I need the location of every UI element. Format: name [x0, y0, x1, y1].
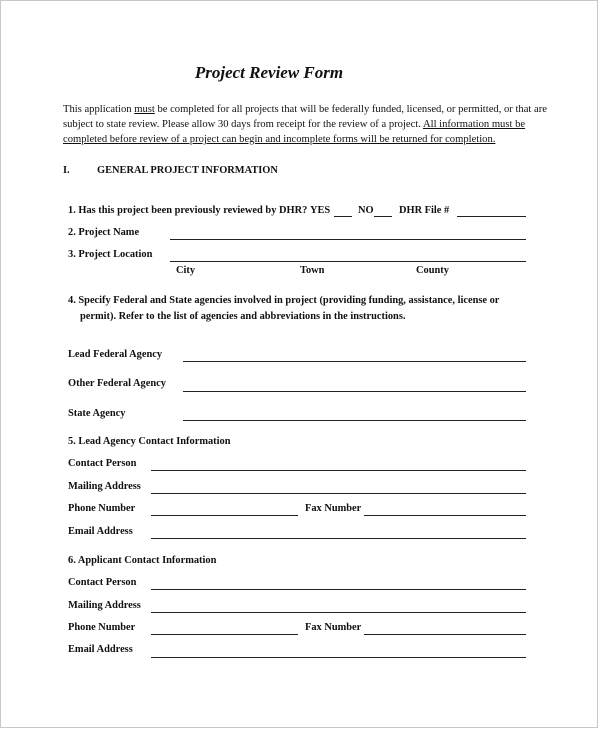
q1-yes-field[interactable] — [334, 216, 352, 217]
intro-line-3: completed before review of a project can begin and incomplete forms will be returned for completion. — [63, 134, 496, 145]
q1-no-label: NO — [358, 205, 374, 216]
q1-yes-label: YES — [310, 205, 331, 216]
lead-email-label: Email Address — [68, 526, 133, 537]
applicant-mailing-address-field[interactable] — [151, 612, 526, 613]
q2-label: 2. Project Name — [68, 227, 140, 238]
applicant-phone-field[interactable] — [151, 634, 298, 635]
project-location-field[interactable] — [170, 261, 526, 262]
q3-label: 3. Project Location — [68, 249, 153, 260]
applicant-email-field[interactable] — [151, 657, 526, 658]
lead-federal-agency-label: Lead Federal Agency — [68, 349, 163, 360]
location-county-label: County — [416, 265, 449, 276]
state-agency-field[interactable] — [183, 420, 526, 421]
lead-federal-agency-field[interactable] — [183, 361, 526, 362]
section-number: I. — [63, 165, 70, 176]
applicant-mailing-address-label: Mailing Address — [68, 600, 141, 611]
lead-mailing-address-field[interactable] — [151, 493, 526, 494]
lead-mailing-address-label: Mailing Address — [68, 481, 141, 492]
q1-dhr-file-field[interactable] — [457, 216, 526, 217]
lead-fax-field[interactable] — [364, 515, 526, 516]
intro-must: must — [134, 104, 155, 115]
intro-text: subject to state review. Please allow 30 days from receipt for the review of a project. — [63, 119, 423, 130]
intro-line-1 — [63, 102, 547, 117]
lead-phone-field[interactable] — [151, 515, 298, 516]
location-city-label: City — [176, 265, 196, 276]
applicant-fax-label: Fax Number — [305, 622, 362, 633]
lead-contact-person-label: Contact Person — [68, 458, 137, 469]
section-heading: GENERAL PROJECT INFORMATION — [97, 165, 278, 176]
applicant-email-label: Email Address — [68, 644, 133, 655]
location-town-label: Town — [300, 265, 325, 276]
applicant-fax-field[interactable] — [364, 634, 526, 635]
other-federal-agency-label: Other Federal Agency — [68, 378, 166, 389]
applicant-contact-person-label: Contact Person — [68, 577, 137, 588]
q6-heading: 6. Applicant Contact Information — [68, 555, 217, 566]
lead-email-field[interactable] — [151, 538, 526, 539]
lead-contact-person-field[interactable] — [151, 470, 526, 471]
q1-label: 1. Has this project been previously reviewed by DHR? — [68, 205, 308, 216]
q5-heading: 5. Lead Agency Contact Information — [68, 436, 231, 447]
q4-line-2: permit). Refer to the list of agencies and abbreviations in the instructions. — [80, 311, 406, 322]
state-agency-label: State Agency — [68, 408, 126, 419]
lead-fax-label: Fax Number — [305, 503, 362, 514]
lead-phone-label: Phone Number — [68, 503, 136, 514]
form-title: Project Review Form — [194, 63, 344, 82]
q1-dhr-file-label: DHR File # — [399, 205, 450, 216]
applicant-phone-label: Phone Number — [68, 622, 136, 633]
project-name-field[interactable] — [170, 239, 526, 240]
intro-underlined: All information must be — [422, 119, 526, 130]
q4-line-1: 4. Specify Federal and State agencies involved in project (providing funding, assistance, license or — [68, 295, 500, 306]
intro-text: This application — [63, 104, 135, 115]
intro-text: be completed for all projects that will be federally funded, licensed, or permitted, or that are — [154, 104, 547, 115]
applicant-contact-person-field[interactable] — [151, 589, 526, 590]
other-federal-agency-field[interactable] — [183, 391, 526, 392]
q1-no-field[interactable] — [374, 216, 392, 217]
intro-line-2 — [63, 117, 525, 132]
